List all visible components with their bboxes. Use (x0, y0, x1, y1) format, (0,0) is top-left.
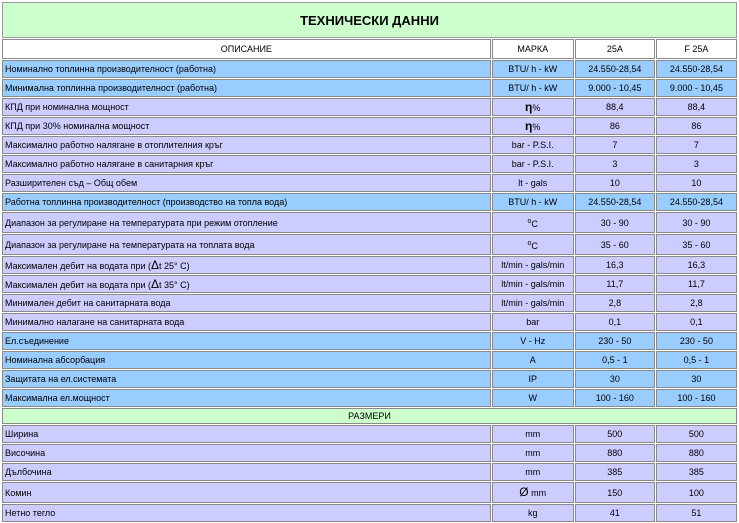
row-description: Височина (2, 444, 491, 462)
row-description: Ел.съединение (2, 332, 491, 350)
table-row (2, 256, 737, 274)
row-description: Диапазон за регулиране на температурата при режим отопление (2, 212, 491, 233)
row-value-f25a: 7 (656, 136, 737, 154)
row-value-f25a: 88,4 (656, 98, 737, 116)
table-row (2, 117, 737, 135)
row-value-25a: 385 (575, 463, 655, 481)
row-description: Работна топлинна производителност (производство на топла вода) (2, 193, 491, 211)
row-value-f25a: 2,8 (656, 294, 737, 312)
row-description: Максимално работно налягане в санитарния кръг (2, 155, 491, 173)
row-description: КПД при номинална мощност (2, 98, 491, 116)
row-unit: mm (492, 425, 574, 443)
row-value-f25a: 880 (656, 444, 737, 462)
row-value-25a: 88,4 (575, 98, 655, 116)
table-header-row (2, 39, 737, 59)
row-value-25a: 880 (575, 444, 655, 462)
table-row (2, 463, 737, 481)
row-unit: η% (492, 117, 574, 135)
row-description: Диапазон за регулиране на температурата на топлата вода (2, 234, 491, 255)
row-unit: $^o$C (492, 234, 574, 255)
row-unit: BTU/ h - kW (492, 193, 574, 211)
row-unit: bar (492, 313, 574, 331)
row-value-f25a: 10 (656, 174, 737, 192)
row-value-f25a: 86 (656, 117, 737, 135)
row-unit: lt/min - gals/min (492, 294, 574, 312)
row-value-f25a: 0,5 - 1 (656, 351, 737, 369)
row-value-25a: 3 (575, 155, 655, 173)
delta-icon: Δ (151, 257, 160, 272)
row-value-25a: 35 - 60 (575, 234, 655, 255)
table-row (2, 444, 737, 462)
row-value-25a: 30 (575, 370, 655, 388)
row-value-f25a: 11,7 (656, 275, 737, 293)
row-description: Максимално работно налягане в отоплителния кръг (2, 136, 491, 154)
table-row (2, 425, 737, 443)
table-row (2, 212, 737, 233)
table-row (2, 60, 737, 78)
row-description: Максимален дебит на водата при (Δt 35° C) (2, 275, 491, 293)
table-row (2, 389, 737, 407)
row-unit: bar - P.S.I. (492, 136, 574, 154)
row-value-f25a: 230 - 50 (656, 332, 737, 350)
table-row (2, 174, 737, 192)
row-unit: kg (492, 504, 574, 522)
row-value-f25a: 500 (656, 425, 737, 443)
row-value-f25a: 9.000 - 10,45 (656, 79, 737, 97)
row-unit: IP (492, 370, 574, 388)
row-value-25a: 11,7 (575, 275, 655, 293)
row-description: Дълбочина (2, 463, 491, 481)
row-value-25a: 24.550-28,54 (575, 193, 655, 211)
table-row (2, 155, 737, 173)
row-unit: BTU/ h - kW (492, 79, 574, 97)
row-value-f25a: 385 (656, 463, 737, 481)
row-value-25a: 10 (575, 174, 655, 192)
specs-table (1, 38, 738, 523)
row-value-f25a: 100 - 160 (656, 389, 737, 407)
row-value-25a: 7 (575, 136, 655, 154)
table-row (2, 351, 737, 369)
row-value-f25a: 35 - 60 (656, 234, 737, 255)
row-description: Максимален дебит на водата при (Δt 25° C) (2, 256, 491, 274)
row-value-f25a: 100 (656, 482, 737, 503)
row-value-f25a: 0,1 (656, 313, 737, 331)
row-description: Ширина (2, 425, 491, 443)
row-description: Минимален дебит на санитарната вода (2, 294, 491, 312)
header-model-25a: 25А (575, 39, 655, 59)
degree-icon: o (527, 217, 532, 225)
table-row (2, 275, 737, 293)
row-unit: mm (492, 463, 574, 481)
row-value-f25a: 3 (656, 155, 737, 173)
table-row (2, 332, 737, 350)
table-row (2, 294, 737, 312)
row-value-f25a: 24.550-28,54 (656, 60, 737, 78)
table-row (2, 79, 737, 97)
row-value-25a: 2,8 (575, 294, 655, 312)
eta-icon: η (525, 118, 533, 133)
row-value-25a: 41 (575, 504, 655, 522)
row-value-25a: 24.550-28,54 (575, 60, 655, 78)
row-description: КПД при 30% номинална мощност (2, 117, 491, 135)
row-unit: bar - P.S.I. (492, 155, 574, 173)
row-description: Номинално топлинна производителност (работна) (2, 60, 491, 78)
row-value-25a: 30 - 90 (575, 212, 655, 233)
row-description: Комин (2, 482, 491, 503)
row-description: Защитата на ел.системата (2, 370, 491, 388)
table-row (2, 98, 737, 116)
eta-icon: η (525, 99, 533, 114)
table-row (2, 193, 737, 211)
header-model-f25a: F 25А (656, 39, 737, 59)
diameter-icon: Ø (519, 485, 529, 499)
row-unit: mm (492, 444, 574, 462)
section-header-row (2, 408, 737, 424)
table-row (2, 313, 737, 331)
row-value-25a: 0,1 (575, 313, 655, 331)
row-value-25a: 230 - 50 (575, 332, 655, 350)
row-description: Разширителен съд – Общ обем (2, 174, 491, 192)
row-unit: V - Hz (492, 332, 574, 350)
row-value-25a: 86 (575, 117, 655, 135)
row-description: Нетно тегло (2, 504, 491, 522)
row-value-25a: 16,3 (575, 256, 655, 274)
row-value-f25a: 24.550-28,54 (656, 193, 737, 211)
row-description: Максимална ел.мощност (2, 389, 491, 407)
header-description: ОПИСАНИЕ (2, 39, 491, 59)
table-row (2, 136, 737, 154)
row-description: Минимално налагане на санитарната вода (2, 313, 491, 331)
row-unit: A (492, 351, 574, 369)
row-description: Минимална топлинна производителност (работна) (2, 79, 491, 97)
row-value-25a: 9.000 - 10,45 (575, 79, 655, 97)
row-unit: Ø mm (492, 482, 574, 503)
page-title: ТЕХНИЧЕСКИ ДАННИ (2, 2, 737, 38)
row-unit: BTU/ h - kW (492, 60, 574, 78)
row-unit: $^o$C (492, 212, 574, 233)
row-value-f25a: 30 (656, 370, 737, 388)
row-unit: W (492, 389, 574, 407)
row-value-f25a: 16,3 (656, 256, 737, 274)
row-unit: η% (492, 98, 574, 116)
row-unit: lt/min - gals/min (492, 256, 574, 274)
row-value-25a: 150 (575, 482, 655, 503)
row-value-25a: 0,5 - 1 (575, 351, 655, 369)
degree-icon: o (527, 239, 532, 247)
delta-icon: Δ (151, 276, 160, 291)
row-value-f25a: 30 - 90 (656, 212, 737, 233)
table-row (2, 234, 737, 255)
header-brand: МАРКА (492, 39, 574, 59)
table-row (2, 370, 737, 388)
table-row (2, 504, 737, 522)
row-value-25a: 500 (575, 425, 655, 443)
row-description: Номинална абсорбация (2, 351, 491, 369)
row-unit: lt/min - gals/min (492, 275, 574, 293)
row-value-25a: 100 - 160 (575, 389, 655, 407)
row-value-f25a: 51 (656, 504, 737, 522)
row-unit: lt - gals (492, 174, 574, 192)
section-title-dimensions: РАЗМЕРИ (2, 408, 737, 424)
